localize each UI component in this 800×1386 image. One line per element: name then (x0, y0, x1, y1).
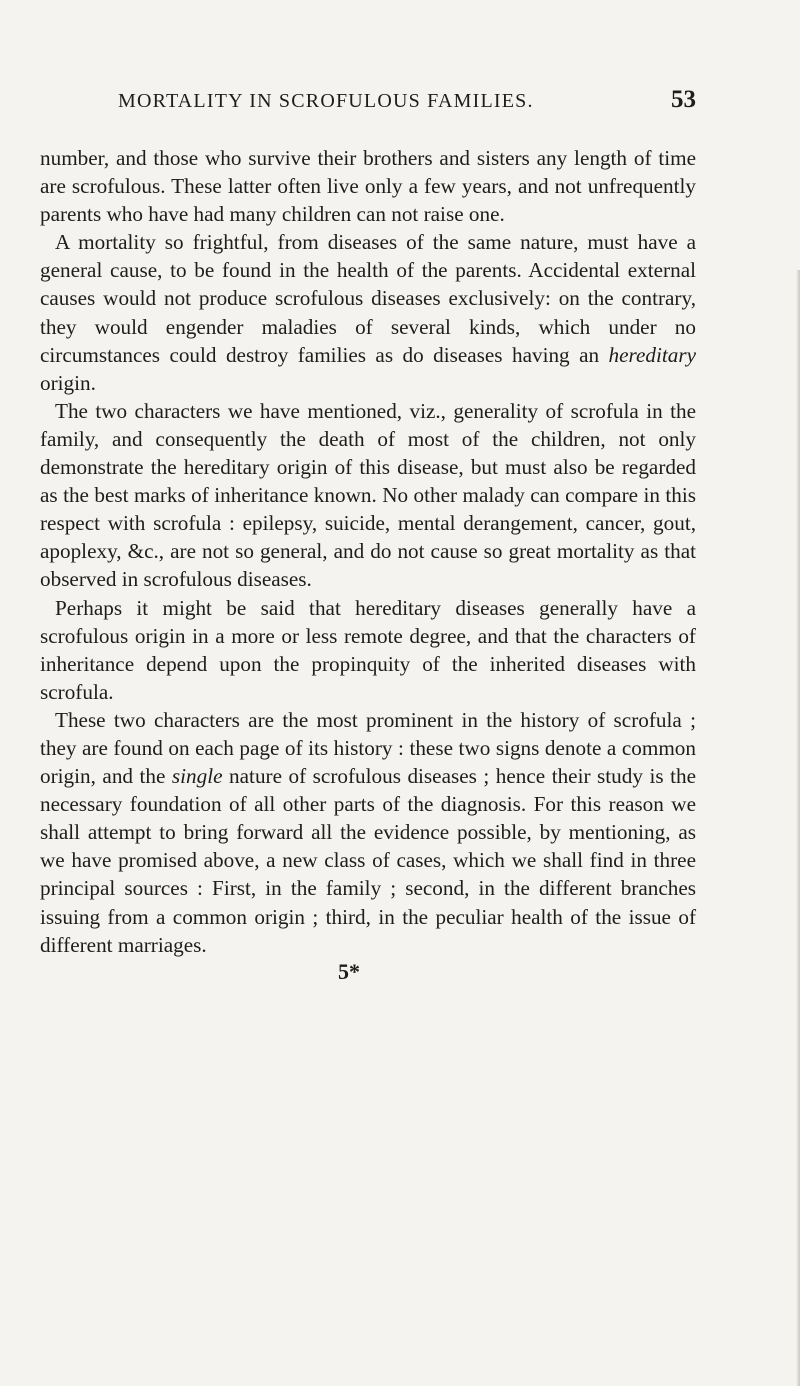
running-title: MORTALITY IN SCROFULOUS FAMILIES. (118, 90, 534, 112)
paragraph (40, 144, 696, 228)
paragraph-text: number, and those who survive their brothers and sisters any length of time are scrofulous. These latter often live only a few years, and not unfrequently parents who have had many children can not raise one. (40, 146, 696, 227)
paragraph-text: The two characters we have mentioned, viz., generality of scrofula in the family, and consequently the death of most of the children, not only demonstrate the hereditary origin of this disease, but must also be regarded as the best marks of inheritance known. No other malady can compare in this respect with scrofula : epilepsy, suicide, mental derangement, cancer, gout, apoplexy, &c., are not so general, and do not cause so great mortality as that observed in scrofulous diseases. (40, 398, 696, 592)
paragraph-text: A mortality so frightful, from diseases of the same nature, must have a general cause, to be found in the health of the parents. Accidental external causes would not produce scrofulous diseases exclusively: on the contrary, they would engender maladies of several kinds, which under no circumstances could destroy families as do diseases having an (40, 230, 696, 367)
paragraph-text: origin. (40, 370, 96, 395)
paragraph (40, 228, 696, 397)
italic-text: hereditary (608, 342, 696, 367)
running-head (40, 86, 696, 126)
italic-text: single (171, 764, 223, 789)
paragraph-text: These two characters are the most prominent in the history of scrofula ; they are found on each page of its history : these two signs denote a common origin, and the (40, 707, 696, 789)
paragraph-text: nature of scrofulous diseases ; hence their study is the necessary foundation of all other parts of the diagnosis. For this reason we shall attempt to bring forward all the evidence possible, by mentioning, as we have promised above, a new class of cases, which we shall find in three principal sources : First, in the family ; second, in the different branches issuing from a common origin ; third, in the peculiar health of the issue of different marriages. (40, 764, 696, 957)
paragraph-text: Perhaps it might be said that hereditary diseases generally have a scrofulous origin in a more or less remote degree, and that the characters of inheritance depend upon the propinquity of the inherited diseases with scrofula. (40, 595, 696, 704)
page-edge-shadow (796, 270, 800, 1386)
signature-mark: 5* (338, 958, 360, 984)
page-number: 53 (671, 86, 696, 113)
paragraph (40, 706, 696, 959)
paragraph (40, 594, 696, 706)
body-text (40, 144, 696, 959)
paragraph (40, 397, 696, 594)
page (40, 86, 696, 985)
